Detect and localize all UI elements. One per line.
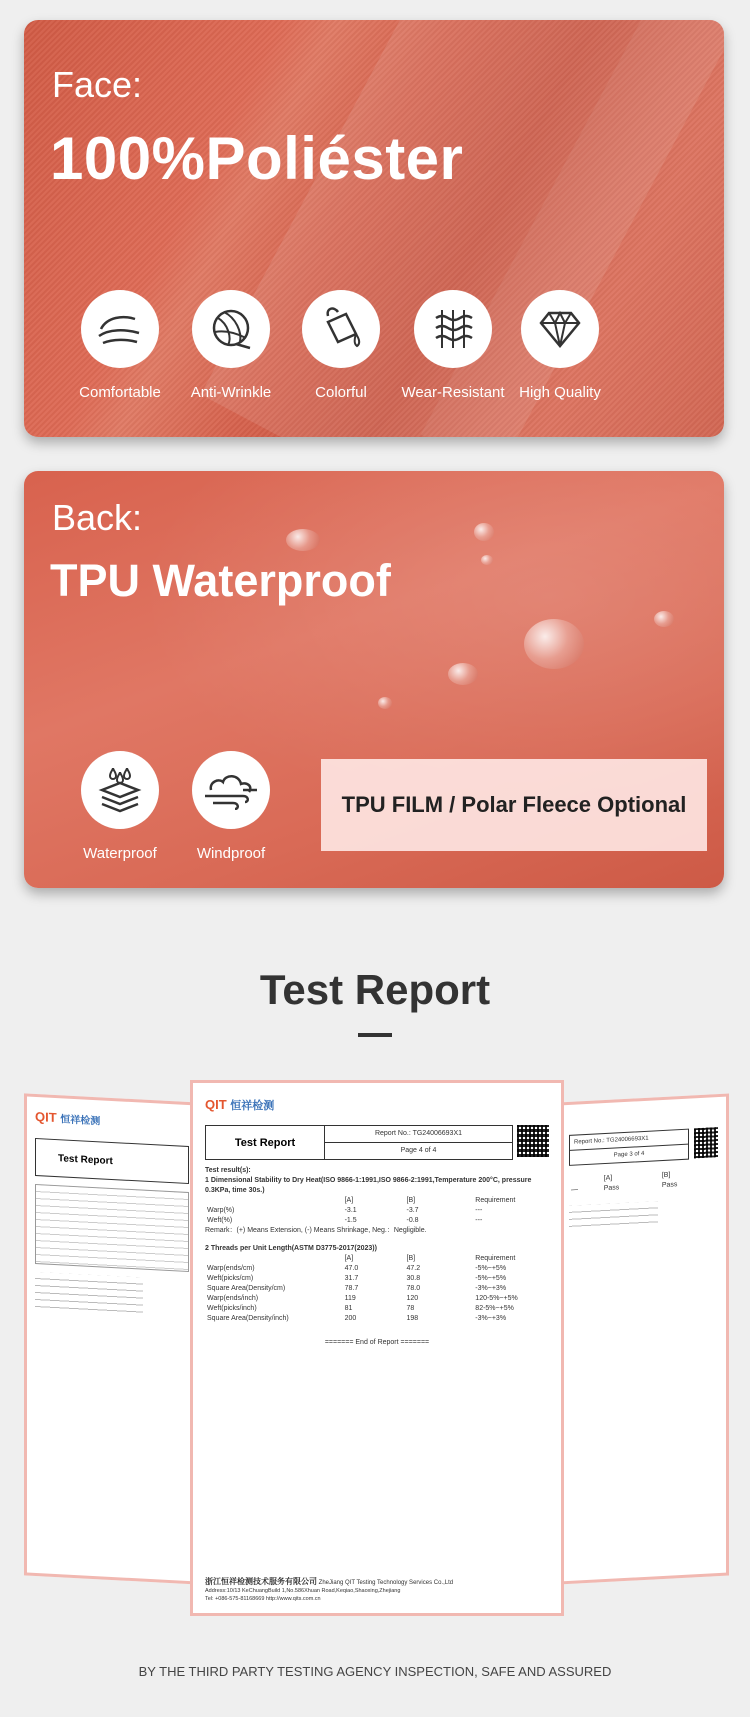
water-droplet	[474, 523, 494, 541]
report-page-main	[190, 1080, 564, 1616]
report-header-box: Test Report	[35, 1138, 189, 1184]
water-droplet	[481, 555, 493, 565]
feature-label: High Quality	[519, 384, 601, 401]
option-text: TPU FILM / Polar Fleece Optional	[341, 792, 687, 817]
feather-hand-icon	[81, 290, 159, 368]
report-text-block	[35, 1272, 143, 1318]
report-page-right	[558, 1094, 729, 1585]
face-label: Face:	[52, 64, 143, 105]
feature-label: Wear-Resistant	[401, 384, 505, 401]
woven-fabric-icon	[414, 290, 492, 368]
report-text-block	[569, 1201, 658, 1230]
test2-title: 2 Threads per Unit Length(ASTM D3775-2017(2023))	[205, 1245, 377, 1252]
company-name-en: ZheJiang QIT Testing Technology Services Co.,Ltd	[318, 1580, 454, 1586]
table-row: Warp(ends/inch) 119 120 120-5%~+5%	[207, 1295, 518, 1302]
test2-table: [A] [B] Requirement Warp(ends/cm) 47.0 47.2 -5%~+5% Weft(picks/cm) 31.7 30.8 -5%~+5% Square Area(Density/cm) 78.7 78.0 -3%~+3% Warp(ends/inch) 119 120 120-5%~+5% Weft(picks/inch) 81 78 82-5%~+5% Square Area(Density/inch) 200 198 -3%~+3%	[205, 1254, 549, 1324]
back-title: TPU Waterproof	[50, 555, 391, 606]
report-number: Report No.: TG24006693X1	[570, 1130, 688, 1151]
face-title: 100%Poliéster	[50, 125, 464, 192]
water-droplet	[286, 529, 320, 551]
qit-logo: QIT 恒祥检测	[35, 1108, 101, 1128]
feature-label: Colorful	[315, 384, 367, 401]
diamond-icon	[521, 290, 599, 368]
qr-code	[517, 1125, 549, 1157]
table-row: Weft(picks/cm) 31.7 30.8 -5%~+5%	[207, 1275, 507, 1282]
water-droplet	[378, 697, 392, 709]
test1-table: [A] [B] Requirement Warp(%) -3.1 -3.7 --- Weft(%) -1.5 -0.8 ---	[205, 1196, 549, 1226]
water-droplet	[654, 611, 674, 627]
report-number: Report No.: TG24006693X1	[325, 1126, 512, 1143]
results-heading: Test result(s):	[205, 1167, 251, 1174]
waterproof-layers-icon	[81, 751, 159, 829]
report-page-number: Page 4 of 4	[400, 1147, 437, 1154]
option-banner	[321, 759, 707, 851]
report-text-block	[35, 1184, 189, 1272]
water-droplet	[524, 619, 584, 669]
table-row: Square Area(Density/inch) 200 198 -3%~+3%	[207, 1315, 507, 1322]
remark: Remark：(+) Means Extension, (-) Means Shrinkage, Neg.：Negligible.	[205, 1227, 427, 1234]
section-title: Test Report	[259, 966, 491, 1013]
report-header-box: Test Report Report No.: TG24006693X1 Page 4 of 4	[205, 1125, 513, 1160]
feature-high-quality	[495, 290, 625, 401]
feature-colorful	[276, 290, 406, 401]
feature-label: Anti-Wrinkle	[190, 384, 272, 401]
back-fabric-card	[24, 471, 724, 888]
water-droplet	[448, 663, 478, 685]
table-row: Weft(picks/inch) 81 78 82-5%~+5%	[207, 1305, 514, 1312]
qr-code	[694, 1127, 718, 1158]
wind-cloud-icon	[192, 751, 270, 829]
face-fabric-card	[24, 20, 724, 437]
end-of-report: ======= End of Report =======	[324, 1339, 430, 1346]
report-footer	[205, 1578, 549, 1603]
report-table: [A] [B] — Pass Pass	[571, 1171, 678, 1194]
test1-title: 1 Dimensional Stability to Dry Heat(ISO 9866-1:1991,ISO 9866-2:1991,Temperature 200°C, pressure 0.3KPa, time 30s.)	[205, 1177, 532, 1194]
table-row: Warp(%) -3.1 -3.7 ---	[207, 1207, 483, 1214]
qit-logo: QIT 恒祥检测	[205, 1097, 275, 1112]
title-underline	[358, 1033, 392, 1037]
company-name-cn: 浙江恒祥检测技术服务有限公司	[205, 1577, 317, 1586]
feature-label: Waterproof	[83, 845, 157, 862]
company-address: Address:10/13 KeChuangBuild 1,No.586Xhuan Road,Keqiao,Shaoxing,Zhejiang	[205, 1588, 401, 1594]
table-row: Weft(%) -1.5 -0.8 ---	[207, 1217, 483, 1224]
footer-tagline: BY THE THIRD PARTY TESTING AGENCY INSPECTION, SAFE AND ASSURED	[138, 1664, 612, 1679]
report-page-left	[24, 1093, 200, 1584]
feature-label: Windproof	[196, 845, 266, 862]
feature-label: Comfortable	[79, 384, 161, 401]
yarn-ball-icon	[192, 290, 270, 368]
table-row: Warp(ends/cm) 47.0 47.2 -5%~+5%	[207, 1265, 507, 1272]
paint-bucket-icon	[302, 290, 380, 368]
feature-windproof	[166, 751, 296, 862]
table-row: Square Area(Density/cm) 78.7 78.0 -3%~+3%	[207, 1285, 507, 1292]
company-contact: Tel: +086-575-81168669 http://www.qits.com.cn	[205, 1596, 321, 1602]
back-label: Back:	[52, 497, 143, 538]
report-page-number: Page 3 of 4	[613, 1150, 645, 1159]
